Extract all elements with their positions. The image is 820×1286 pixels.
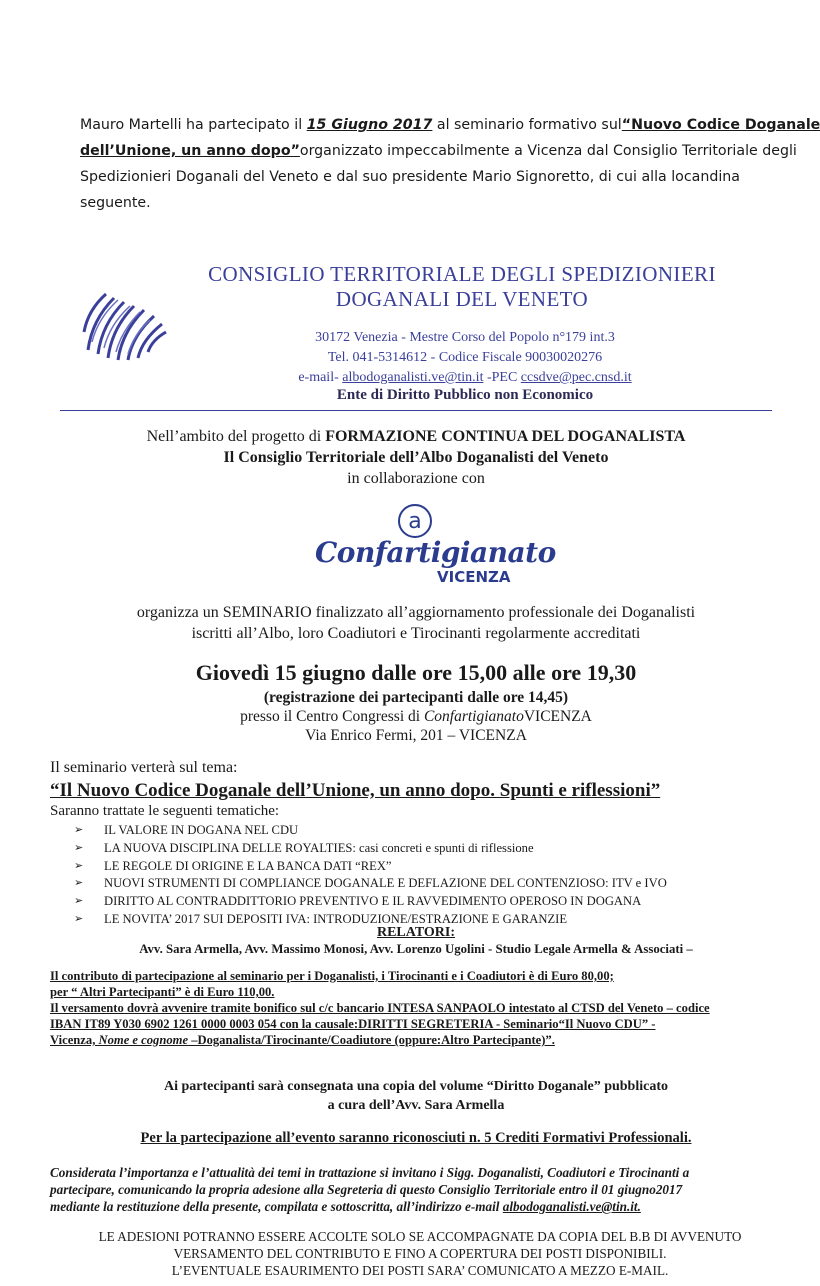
council-name-line-1: CONSIGLIO TERRITORIALE DEGLI SPEDIZIONIERI — [208, 262, 716, 286]
closing-line-1: LE ADESIONI POTRANNO ESSERE ACCOLTE SOLO SE ACCOMPAGNATE DA COPIA DEL B.B DI AVVENUTO — [98, 1229, 742, 1244]
volume-note — [60, 1077, 772, 1115]
council-email-link[interactable]: albodoganalisti.ve@tin.it — [342, 370, 484, 385]
venue-text: presso il Centro Congressi di — [240, 708, 424, 725]
program-line-2: Il Consiglio Territoriale dell’Albo Doganalisti del Veneto — [223, 449, 609, 466]
closing-line-2: VERSAMENTO DEL CONTRIBUTO E FINO A COPERTURA DEI POSTI DISPONIBILI. — [173, 1246, 667, 1261]
intro-line-2 — [80, 138, 797, 164]
council-phone-fiscal: Tel. 041-5314612 - Codice Fiscale 90030020276 — [327, 350, 603, 365]
list-item — [74, 875, 794, 893]
seminar-line-1: organizza un SEMINARIO finalizzato all’aggiornamento professionale dei Doganalisti — [136, 604, 696, 621]
topics-list — [74, 822, 794, 929]
partner-logo-city: VICENZA — [437, 568, 511, 586]
seminar-title-highlight: dell’Unione, un anno dopo” — [80, 143, 300, 159]
fees-block — [50, 968, 780, 1048]
header-divider — [60, 410, 772, 411]
topic-title — [50, 780, 790, 802]
venue-address: Via Enrico Fermi, 201 – VICENZA — [305, 727, 527, 744]
seminar-date: Giovedì 15 giugno dalle ore 15,00 alle ore 19,30 — [195, 660, 637, 685]
invitation-line-2: partecipare, comunicando la propria adesione alla Segreteria di questo Consiglio Territoriale entro il 01 giugno2017 — [50, 1182, 683, 1197]
venue-partner: Confartigianato — [423, 708, 524, 725]
payment-text: –Doganalista/Tirocinante/Coadiutore (oppure:Altro Partecipante)”. — [188, 1033, 555, 1047]
list-item — [74, 822, 794, 840]
fee-members: Il contributo di partecipazione al seminario per i Doganalisti, i Tirocinanti e i Coadiutori è di Euro 80,00; — [50, 969, 614, 983]
seminar-description — [60, 602, 772, 644]
program-intro — [60, 426, 772, 489]
arrow-icon: ➢ — [74, 859, 84, 872]
closing-line-3: L’EVENTUALE ESAURIMENTO DEI POSTI SARA’ COMUNICATO A MEZZO E-MAIL. — [171, 1263, 669, 1278]
payment-line-3 — [50, 1032, 780, 1048]
venue-city: VICENZA — [523, 708, 592, 725]
registration-time: (registrazione dei partecipanti dalle ore 14,45) — [263, 689, 569, 706]
payment-iban: IBAN IT89 Y030 6902 1261 0000 0003 054 con la causale:DIRITTI SEGRETERIA - Seminario“Il Nuovo CDU” - — [50, 1017, 656, 1031]
partner-logo-name: Confartigianato — [315, 536, 556, 569]
invitation — [50, 1164, 790, 1215]
topic-item-text: LA NUOVA DISCIPLINA DELLE ROYALTIES: casi concreti e spunti di riflessione — [104, 840, 534, 855]
topic-item-text: LE NOVITA’ 2017 SUI DEPOSITI IVA: INTRODUZIONE/ESTRAZIONE E GARANZIE — [104, 911, 568, 926]
invitation-text: mediante la restituzione della presente, compilata e sottoscritta, all’indirizzo e-mail — [50, 1199, 503, 1214]
seminar-line-2: iscritti all’Albo, loro Coadiutori e Tirocinanti regolarmente accreditati — [191, 625, 641, 642]
speakers-names: Avv. Sara Armella, Avv. Massimo Monosi, Avv. Lorenzo Ugolini - Studio Legale Armella & Associati – — [139, 942, 693, 956]
intro-text: al seminario formativo sul — [432, 117, 622, 133]
council-name — [182, 262, 742, 312]
email-label: e-mail- — [298, 370, 343, 385]
invitation-line-1: Considerata l’importanza e l’attualità dei temi in trattazione si invitano i Sigg. Doganalisti, Coadiutori e Tirocinanti a — [50, 1165, 690, 1180]
intro-text: Mauro Martelli ha partecipato il — [80, 117, 307, 133]
seminar-title-highlight: “Nuovo Codice Doganale — [621, 117, 820, 133]
credits-note: Per la partecipazione all’evento saranno riconosciuti n. 5 Crediti Formativi Professionali. — [140, 1130, 692, 1146]
topic-item-text: DIRITTO AL CONTRADDITTORIO PREVENTIVO E IL RAVVEDIMENTO OPEROSO IN DOGANA — [104, 894, 642, 909]
arrow-icon: ➢ — [74, 824, 84, 836]
arrow-icon: ➢ — [74, 912, 84, 925]
arrow-icon: ➢ — [74, 877, 84, 890]
topic-title-text: “Il Nuovo Codice Doganale dell’Unione, un anno dopo. Spunti e riflessioni” — [50, 780, 661, 801]
program-line-1 — [60, 426, 772, 447]
intro-text: organizzato impeccabilmente a Vicenza dal Consiglio Territoriale degli — [299, 143, 797, 159]
fee-others: per “ Altri Partecipanti” è di Euro 110,00. — [50, 985, 275, 999]
arrow-icon: ➢ — [74, 895, 84, 908]
seminar-venue — [60, 688, 772, 745]
themes-intro: Saranno trattate le seguenti tematiche: — [50, 803, 280, 819]
volume-line-1: Ai partecipanti sarà consegnata una copia del volume “Diritto Doganale” pubblicato — [163, 1079, 668, 1094]
intro-line-1 — [80, 112, 820, 138]
topic-item-text: IL VALORE IN DOGANA NEL CDU — [104, 823, 299, 837]
program-text: Nell’ambito del progetto di — [146, 428, 326, 445]
list-item — [74, 893, 794, 911]
payment-line-1: Il versamento dovrà avvenire tramite bonifico sul c/c bancario INTESA SANPAOLO intestato al CTSD del Veneto – codice — [50, 1001, 710, 1015]
program-project-name: FORMAZIONE CONTINUA DEL DOGANALISTA — [325, 428, 686, 445]
council-address: 30172 Venezia - Mestre Corso del Popolo n°179 int.3 — [315, 330, 615, 345]
intro-paragraph — [80, 112, 820, 216]
speakers-heading: RELATORI: — [376, 925, 456, 940]
council-legal-status: Ente di Diritto Pubblico non Economico — [336, 387, 594, 403]
council-contacts — [265, 328, 665, 388]
council-pec-link[interactable]: ccsdve@pec.cnsd.it — [520, 370, 632, 385]
closing-notice — [40, 1228, 800, 1279]
topic-intro: Il seminario verterà sul tema: — [50, 759, 238, 776]
list-item — [74, 858, 794, 876]
council-email-line — [265, 368, 665, 388]
venue-line — [60, 707, 772, 726]
payment-name-placeholder: Nome e cognome — [98, 1033, 189, 1047]
payment-text: Vicenza, — [50, 1033, 99, 1047]
topic-item-text: LE REGOLE DI ORIGINE E LA BANCA DATI “REX” — [104, 858, 392, 873]
invitation-line-3 — [50, 1198, 790, 1215]
invitation-email-link[interactable]: albodoganalisti.ve@tin.it. — [502, 1199, 641, 1214]
council-name-line-2: DOGANALI DEL VENETO — [335, 287, 589, 311]
list-item — [74, 840, 794, 858]
program-line-3: in collaborazione con — [347, 470, 485, 487]
topic-item-text: NUOVI STRUMENTI DI COMPLIANCE DOGANALE E DEFLAZIONE DEL CONTENZIOSO: ITV e IVO — [104, 876, 667, 891]
volume-line-2: a cura dell’Avv. Sara Armella — [327, 1098, 505, 1113]
pec-label: -PEC — [483, 370, 521, 385]
seminar-date-highlight: 15 Giugno 2017 — [306, 117, 433, 133]
arrow-icon: ➢ — [74, 841, 84, 854]
council-logo-icon — [78, 280, 170, 366]
at-symbol-icon: a — [398, 504, 432, 538]
intro-line-3: Spedizionieri Doganali del Veneto e dal suo presidente Mario Signoretto, di cui alla locandina seguente. — [80, 169, 740, 211]
